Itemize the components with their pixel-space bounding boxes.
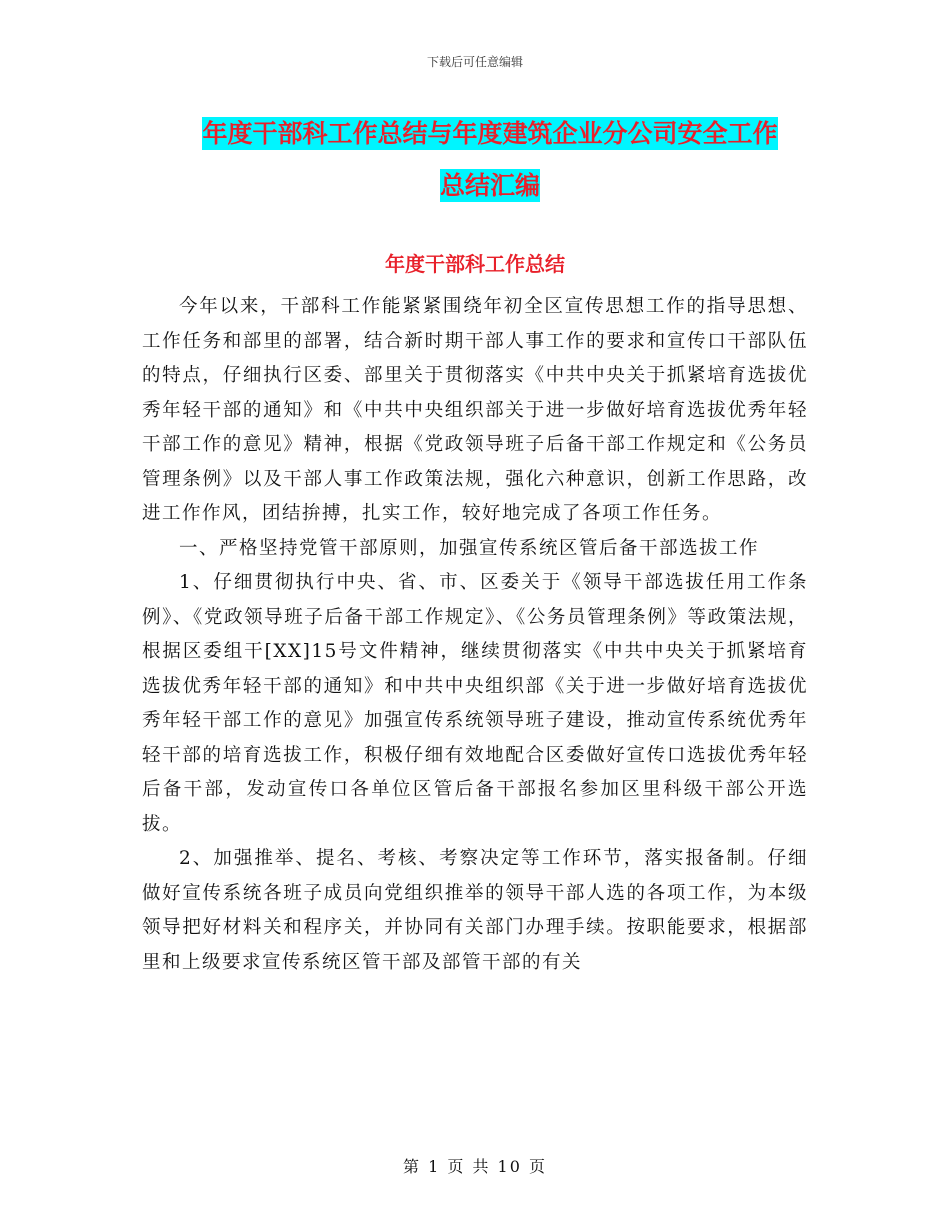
title-line-1: 年度干部科工作总结与年度建筑企业分公司安全工作 bbox=[202, 119, 778, 148]
document-title bbox=[150, 108, 830, 212]
paragraph-item-2: 2、加强推举、提名、考核、考察决定等工作环节，落实报备制。仔细做好宣传系统各班子成员向党组织推举的领导干部人选的各项工作，为本级领导把好材料关和程序关，并协同有关部门办理手续。按职能要求，根据部里和上级要求宣传系统区管干部及部管干部的有关 bbox=[142, 848, 808, 973]
title-line-2: 总结汇编 bbox=[439, 171, 540, 200]
section-title: 年度干部科工作总结 bbox=[385, 252, 565, 276]
page-footer: 第 1 页 共 10 页 bbox=[403, 1157, 547, 1176]
document-body bbox=[142, 290, 808, 980]
paragraph-intro: 今年以来，干部科工作能紧紧围绕年初全区宣传思想工作的指导思想、工作任务和部里的部署，结合新时期干部人事工作的要求和宣传口干部队伍的特点，仔细执行区委、部里关于贯彻落实《中共中央关于抓紧培育选拔优秀年轻干部的通知》和《中共中央组织部关于进一步做好培育选拔优秀年轻干部工作的意见》精神，根据《党政领导班子后备干部工作规定和《公务员管理条例》以及干部人事工作政策法规，强化六种意识，创新工作思路，改进工作作风，团结拚搏，扎实工作，较好地完成了各项工作任务。 bbox=[142, 296, 808, 524]
paragraph-heading-1: 一、严格坚持党管干部原则，加强宣传系统区管后备干部选拔工作 bbox=[179, 537, 760, 559]
header-note: 下载后可任意编辑 bbox=[426, 55, 523, 69]
paragraph-item-1: 1、仔细贯彻执行中央、省、市、区委关于《领导干部选拔任用工作条例》、《党政领导班子后备干部工作规定》、《公务员管理条例》等政策法规，根据区委组干[XX]15号文件精神，继续贯彻落实《中共中央关于抓紧培育选拔优秀年轻干部的通知》和中共中央组织部《关于进一步做好培育选拔优秀年轻干部工作的意见》加强宣传系统领导班子建设，推动宣传系统优秀年轻干部的培育选拔工作，积极仔细有效地配合区委做好宣传口选拔优秀年轻后备干部，发动宣传口各单位区管后备干部报名参加区里科级干部公开选拔。 bbox=[142, 572, 808, 835]
